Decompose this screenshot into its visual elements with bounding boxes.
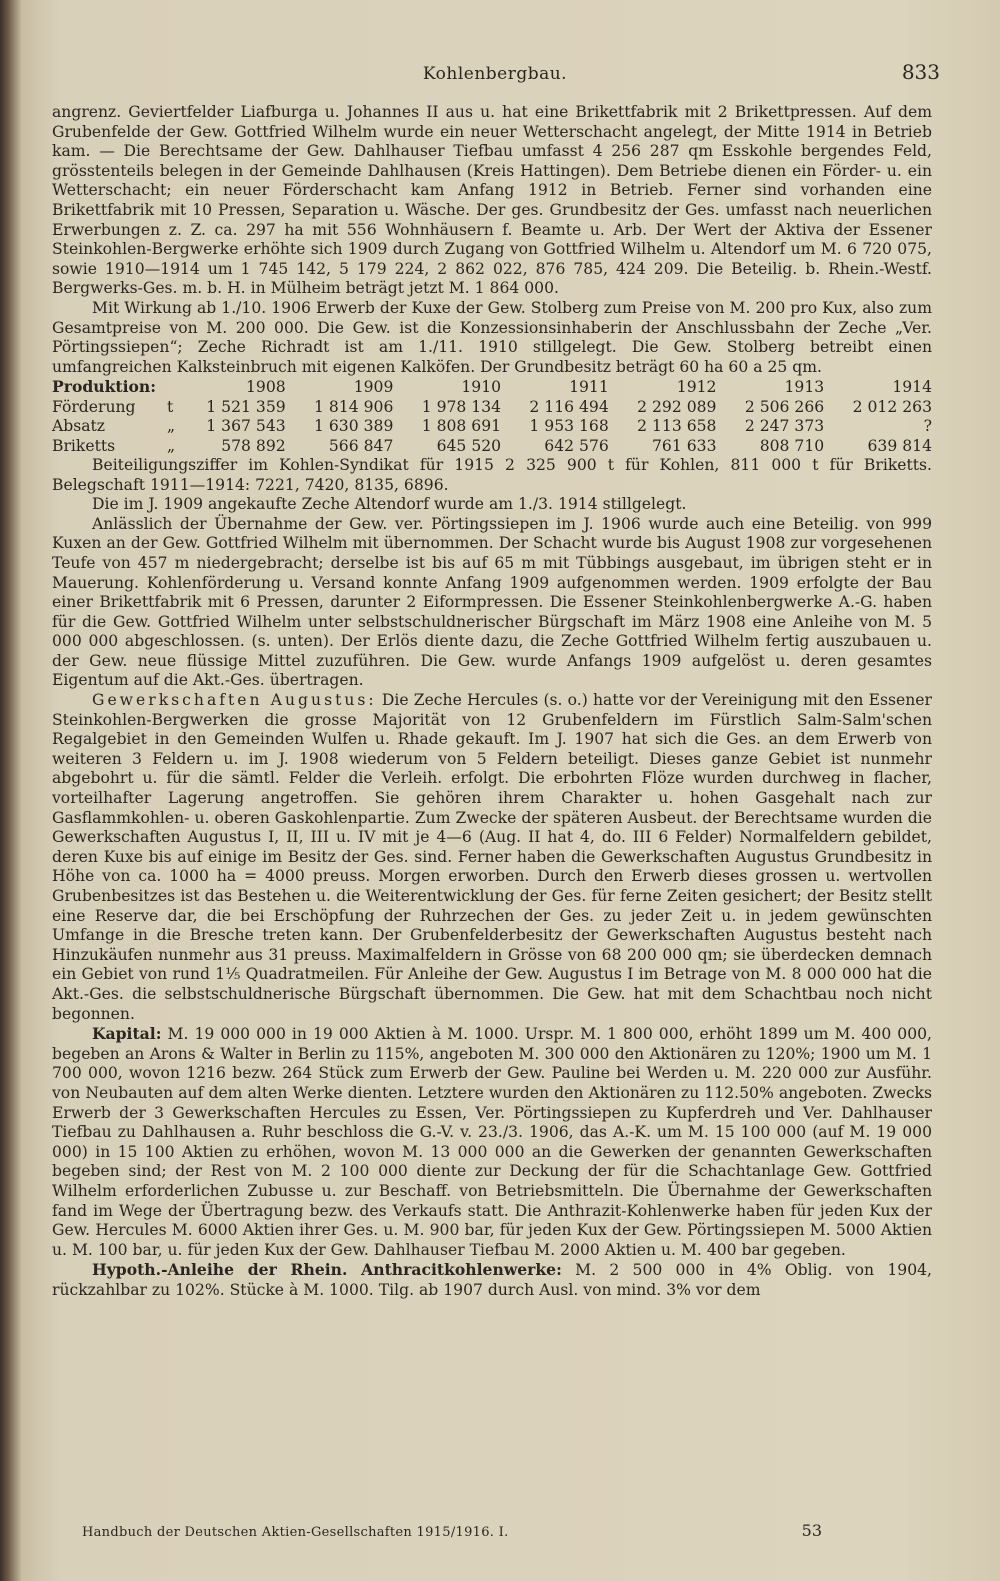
value-cell: 2 113 658: [637, 417, 717, 436]
value-cell: 566 847: [328, 436, 394, 455]
year-cell: 1908: [245, 377, 286, 396]
augustus-paragraph: [52, 691, 932, 1024]
kapital-text: M. 19 000 000 in 19 000 Aktien à M. 1000. Urspr. M. 1 800 000, erhöht 1899 um M. 400 000, begeben an Arons & Walter in Berlin zu 115%, angeboten M. 300 000 den Aktionären zu 120%; 1900 um M. 1 700 000, wovon 1216 bezw. 264 Stück zum Erwerb der Gew. Pauline bei Werden u. M. 220 000 zur Ausführ. von Neubauten auf dem alten Werke dienten. Letztere wurden den Aktionären zu 112.50% angeboten. Zwecks Erwerb der 3 Gewerkschaften Hercules zu Essen, Ver. Pörtingssiepen zu Kupferdreh und Ver. Dahlhauser Tiefbau zu Dahlhausen a. Ruhr beschloss die G.-V. v. 23./3. 1906, das A.-K. um M. 15 100 000 (auf M. 19 000 000) in 15 100 Aktien zu erhöhen, wovon M. 13 000 000 an die Gewerken der genannten Gewerkschaften begeben sind; der Rest von M. 2 100 000 diente zur Deckung der für die Schachtanlage Gew. Gottfried Wilhelm erforderlichen Zubusse u. zur Beschaff. von Betriebsmitteln. Die Übernahme der Gewerkschaften fand im Wege der Übertragung bezw. des Verkaufs statt. Die Anthrazit-Kohlenwerke haben für jeden Kux der Gew. Hercules M. 6000 Aktien ihrer Ges. u. M. 900 bar, für jeden Kux der Gew. Pörtingssiepen M. 5000 Aktien u. M. 100 bar, u. für jeden Kux der Gew. Dahlhauser Tiefbau M. 2000 Aktien u. M. 400 bar gegeben.: [52, 1025, 932, 1259]
page-number: 833: [901, 60, 940, 84]
value-cell: 1 367 543: [206, 417, 286, 436]
value-cell: 761 633: [652, 436, 717, 455]
paragraph: Beiteiligungsziffer im Kohlen-Syndikat für 1915 2 325 900 t für Kohlen, 811 000 t für Briketts. Belegschaft 1911—1914: 7221, 7420, 8135, 6896.: [52, 455, 932, 494]
table-row: [52, 417, 932, 436]
year-cell: 1912: [676, 377, 717, 396]
year-cell: 1909: [353, 377, 394, 396]
unit-cell: „: [167, 417, 176, 436]
value-cell: 1 521 359: [206, 397, 286, 416]
value-cell: 1 978 134: [421, 397, 502, 416]
unit-cell: t: [167, 397, 174, 416]
value-cell: 2 012 263: [852, 397, 932, 416]
paragraph: Anlässlich der Übernahme der Gew. ver. Pörtingssiepen im J. 1906 wurde auch eine Beteilig. von 999 Kuxen an der Gew. Gottfried Wilhelm mit übernommen. Der Schacht wurde bis August 1908 zur vorgesehenen Teufe von 457 m niedergebracht; derselbe ist bis auf 65 m mit Tübbings ausgebaut, im übrigen steht er in Mauerung. Kohlenförderung u. Versand konnte Anfang 1909 aufgenommen werden. 1909 erfolgte der Bau einer Brikettfabrik mit 6 Pressen, darunter 2 Eiformpressen. Die Essener Steinkohlenbergwerke A.-G. haben für die Gew. Gottfried Wilhelm unter selbstschuldnerischer Bürgschaft im März 1908 eine Anleihe von M. 5 000 000 abgeschlossen. (s. unten). Der Erlös diente dazu, die Zeche Gottfried Wilhelm fertig auszubauen u. der Gew. neue flüssige Mittel zuzuführen. Die Gew. wurde Anfangs 1909 aufgelöst u. deren gesamtes Eigentum auf die Akt.-Ges. übertragen.: [52, 514, 932, 690]
paragraph: Mit Wirkung ab 1./10. 1906 Erwerb der Kuxe der Gew. Stolberg zum Preise von M. 200 pro Kux, also zum Gesamtpreise von M. 200 000. Die Gew. ist die Konzessionsinhaberin der Anschlussbahn der Zeche „Ver. Pörtingssiepen“; Zeche Richradt ist am 1./11. 1910 stillgelegt. Die Gew. Stolberg betreibt einen umfangreichen Kalksteinbruch mit eigenen Kalköfen. Der Grundbesitz beträgt 60 ha 60 a 25 qm.: [52, 298, 932, 376]
production-label: Produktion:: [52, 377, 157, 397]
row-label: Absatz: [52, 417, 106, 436]
value-cell: 1 953 168: [529, 417, 609, 436]
unit-cell: [167, 377, 178, 397]
year-cell: 1911: [569, 377, 609, 396]
row-label: Briketts: [52, 436, 116, 455]
hypoth-text: M. 2 500 000 in 4% Oblig. von 1904, rückzahlbar zu 102%. Stücke à M. 1000. Tilg. ab 1907 durch Ausl. von mind. 3% vor dem: [52, 1261, 932, 1299]
text-body: [52, 103, 932, 1300]
value-cell: 645 520: [436, 436, 502, 455]
table-row: [52, 437, 932, 456]
value-cell: 808 710: [759, 436, 825, 455]
production-table: [52, 377, 932, 456]
value-cell: 578 892: [221, 436, 286, 455]
signature-mark: 53: [801, 1521, 822, 1540]
value-cell: 2 506 266: [744, 397, 825, 416]
augustus-text: Die Zeche Hercules (s. o.) hatte vor der Vereinigung mit den Essener Steinkohlen-Bergwerken die grosse Majorität von 12 Grubenfeldern im Fürstlich Salm-Salm'schen Regalgebiet in den Gemeinden Wulfen u. Rhade gekauft. Im J. 1907 hat sich die Ges. an dem Erwerb von weiteren 3 Feldern u. im J. 1908 wiederum von 5 Feldern beteiligt. Dieses ganze Gebiet ist nunmehr abgebohrt u. für die sämtl. Felder die Verleih. erfolgt. Die erbohrten Flöze wurden durchweg in flacher, vorteilhafter Lagerung angetroffen. Sie gehören ihrem Charakter u. hohen Gasgehalt nach zur Gasflammkohlen- u. oberen Gaskohlenpartie. Zum Zwecke der späteren Ausbeut. der Berechtsame wurden die Gewerkschaften Augustus I, II, III u. IV mit je 4—6 (Aug. II hat 4, do. III 6 Felder) Normalfeldern gebildet, deren Kuxe bis auf einige im Besitz der Ges. sind. Ferner haben die Gewerkschaften Augustus Grundbesitz in Höhe von ca. 1000 ha = 4000 preuss. Morgen erworben. Durch den Erwerb dieses grossen u. wertvollen Grubenbesitzes ist das Bestehen u. die Weiterentwicklung der Ges. für ferne Zeiten gesichert; der Besitz stellt eine Reserve dar, die bei Erschöpfung der Ruhrzechen der Ges. zu jeder Zeit u. in jedem gewünschten Umfange in die Bresche treten kann. Der Grubenfelderbesitz der Gewerkschaften Augustus besteht nach Hinzukäufen nunmehr aus 31 preuss. Maximalfeldern in Grösse von 68 200 000 qm; sie überdecken demnach ein Gebiet von rund 1⅕ Quadratmeilen. Für Anleihe der Gew. Augustus I im Betrage von M. 8 000 000 hat die Akt.-Ges. die selbstschuldnerische Bürgschaft übernommen. Die Gew. hat mit dem Schachtbau noch nicht begonnen.: [52, 691, 932, 1023]
year-cell: 1910: [461, 377, 502, 396]
value-cell: 2 247 373: [744, 417, 825, 436]
running-header: [50, 60, 940, 90]
kapital-paragraph: [52, 1024, 932, 1260]
value-cell: 1 808 691: [421, 417, 502, 436]
value-cell: 639 814: [867, 436, 932, 455]
kapital-heading: Kapital:: [92, 1024, 162, 1044]
row-label: Förderung: [52, 397, 136, 416]
value-cell: 642 576: [544, 436, 609, 455]
unit-cell: „: [167, 436, 176, 455]
value-cell: ?: [923, 417, 932, 436]
paragraph: angrenz. Geviertfelder Liafburga u. Johannes II aus u. hat eine Brikettfabrik mit 2 Brikettpressen. Auf dem Grubenfelde der Gew. Gottfried Wilhelm wurde ein neuer Wetterschacht angelegt, der Mitte 1914 in Betrieb kam. — Die Berechtsame der Gew. Dahlhauser Tiefbau umfasst 4 256 287 qm Esskohle bergendes Feld, grösstenteils belegen in der Gemeinde Dahlhausen (Kreis Hattingen). Dem Betriebe dienen ein Förder- u. ein Wetterschacht; ein neuer Förderschacht kam Anfang 1912 in Betrieb. Ferner sind vorhanden eine Brikettfabrik mit 10 Pressen, Separation u. Wäsche. Der ges. Grundbesitz der Ges. umfasst nach neuerlichen Erwerbungen z. Z. ca. 297 ha mit 556 Wohnhäusern f. Beamte u. Arb. Der Wert der Aktiva der Essener Steinkohlen-Bergwerke erhöhte sich 1909 durch Zugang von Gottfried Wilhelm u. Altendorf um M. 6 720 075, sowie 1910—1914 um 1 745 142, 5 179 224, 2 862 022, 876 785, 424 209. Die Beteilig. b. Rhein.-Westf. Bergwerks-Ges. m. b. H. in Mülheim beträgt jetzt M. 1 864 000.: [52, 103, 932, 298]
value-cell: 1 814 906: [314, 397, 394, 416]
hypoth-paragraph: [52, 1260, 932, 1300]
year-cell: 1914: [892, 377, 932, 396]
value-cell: 2 116 494: [529, 397, 609, 416]
paragraph: Die im J. 1909 angekaufte Zeche Altendorf wurde am 1./3. 1914 stillgelegt.: [92, 495, 687, 514]
running-title: Kohlenbergbau.: [422, 64, 568, 84]
hypoth-heading: Hypoth.-Anleihe der Rhein. Anthracitkohlenwerke:: [92, 1260, 562, 1280]
augustus-heading: Gewerkschaften Augustus:: [92, 691, 377, 710]
value-cell: 2 292 089: [637, 397, 717, 416]
value-cell: 1 630 389: [314, 417, 394, 436]
table-row: [52, 398, 932, 417]
production-header-row: [52, 377, 932, 397]
page-footer: [82, 1521, 822, 1545]
year-cell: 1913: [784, 377, 825, 396]
footer-source: Handbuch der Deutschen Aktien-Gesellschaften 1915/1916. I.: [82, 1525, 509, 1540]
